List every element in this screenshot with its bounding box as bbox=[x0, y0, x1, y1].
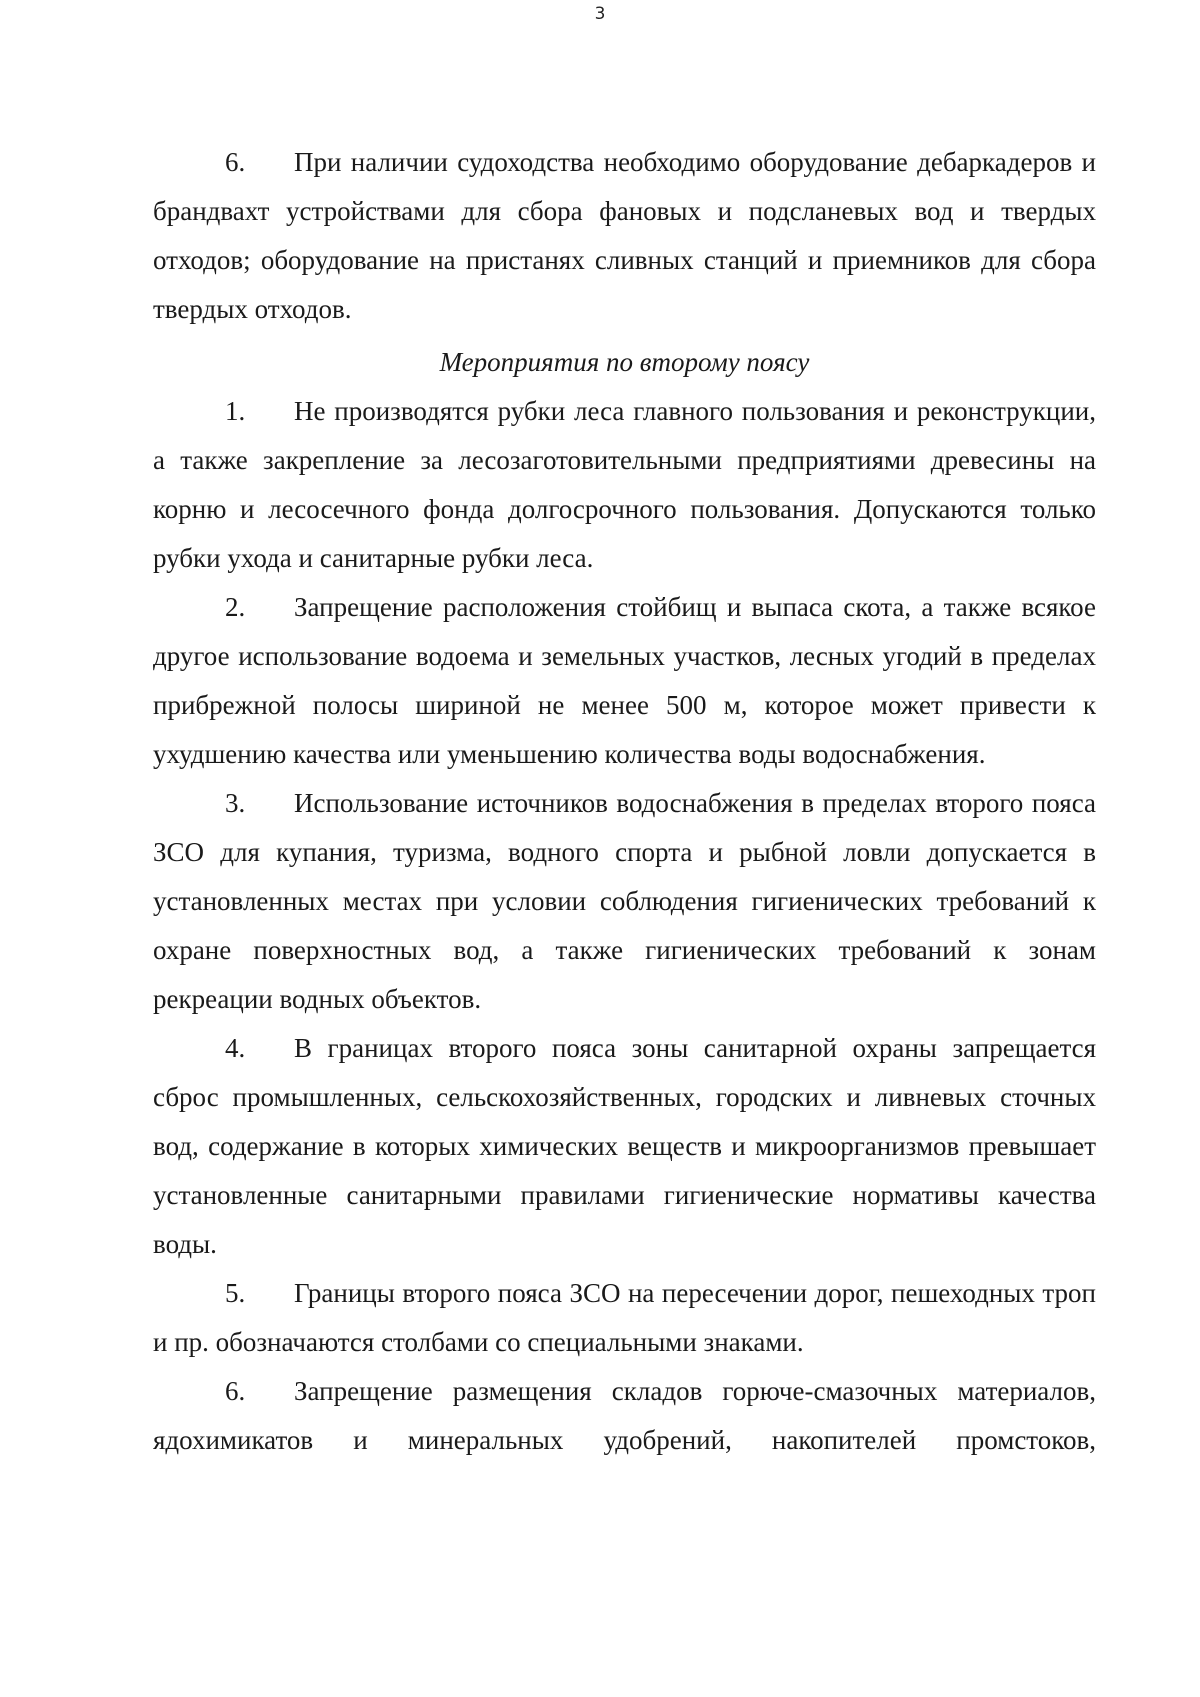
item-text: Не производятся рубки леса главного пользования и реконструкции, а также закрепление за лесозаготовительными предприятиями древесины на корню и лесосечного фонда долгосрочного пользования. Допускаются только рубки ухода и санитарные рубки леса. bbox=[153, 396, 1096, 573]
paragraph-item-3 bbox=[153, 779, 1096, 1024]
paragraph-item-1 bbox=[153, 387, 1096, 583]
paragraph-item-2 bbox=[153, 583, 1096, 779]
item-number: 2. bbox=[225, 592, 246, 622]
paragraph-item-6 bbox=[153, 1367, 1096, 1465]
item-text: В границах второго пояса зоны санитарной охраны запрещается сброс промышленных, сельскохозяйственных, городских и ливневых сточных вод, содержание в которых химических веществ и микроорганизмов превышает установленные санитарными правилами гигиенические нормативы качества воды. bbox=[153, 1033, 1096, 1259]
item-text: Запрещение размещения складов горюче-смазочных материалов, ядохимикатов и минеральных удобрений, накопителей промстоков, bbox=[153, 1376, 1096, 1455]
item-text: Использование источников водоснабжения в пределах второго пояса ЗСО для купания, туризма, водного спорта и рыбной ловли допускается в установленных местах при условии соблюдения гигиенических требований к охране поверхностных вод, а также гигиенических требований к зонам рекреации водных объектов. bbox=[153, 788, 1096, 1014]
item-text: Запрещение расположения стойбищ и выпаса скота, а также всякое другое использование водоема и земельных участков, лесных угодий в пределах прибрежной полосы шириной не менее 500 м, которое может привести к ухудшению качества или уменьшению количества воды водоснабжения. bbox=[153, 592, 1096, 769]
page-number: 3 bbox=[594, 4, 606, 24]
item-number: 1. bbox=[225, 396, 246, 426]
item-number: 6. bbox=[225, 147, 246, 177]
paragraph-item-5 bbox=[153, 1269, 1096, 1367]
item-text: Границы второго пояса ЗСО на пересечении дорог, пешеходных троп и пр. обозначаются столбами со специальными знаками. bbox=[153, 1278, 1096, 1357]
document-body bbox=[153, 138, 1096, 1465]
paragraph-item-4 bbox=[153, 1024, 1096, 1269]
item-text: При наличии судоходства необходимо оборудование дебаркадеров и брандвахт устройствами для сбора фановых и подсланевых вод и твердых отходов; оборудование на пристанях сливных станций и приемников для сбора твердых отходов. bbox=[153, 147, 1096, 324]
item-number: 6. bbox=[225, 1376, 246, 1406]
item-number: 5. bbox=[225, 1278, 246, 1308]
section-heading-second-belt: Мероприятия по второму поясу bbox=[439, 347, 810, 377]
item-number: 4. bbox=[225, 1033, 246, 1063]
item-number: 3. bbox=[225, 788, 246, 818]
paragraph-item-6-section-1 bbox=[153, 138, 1096, 334]
